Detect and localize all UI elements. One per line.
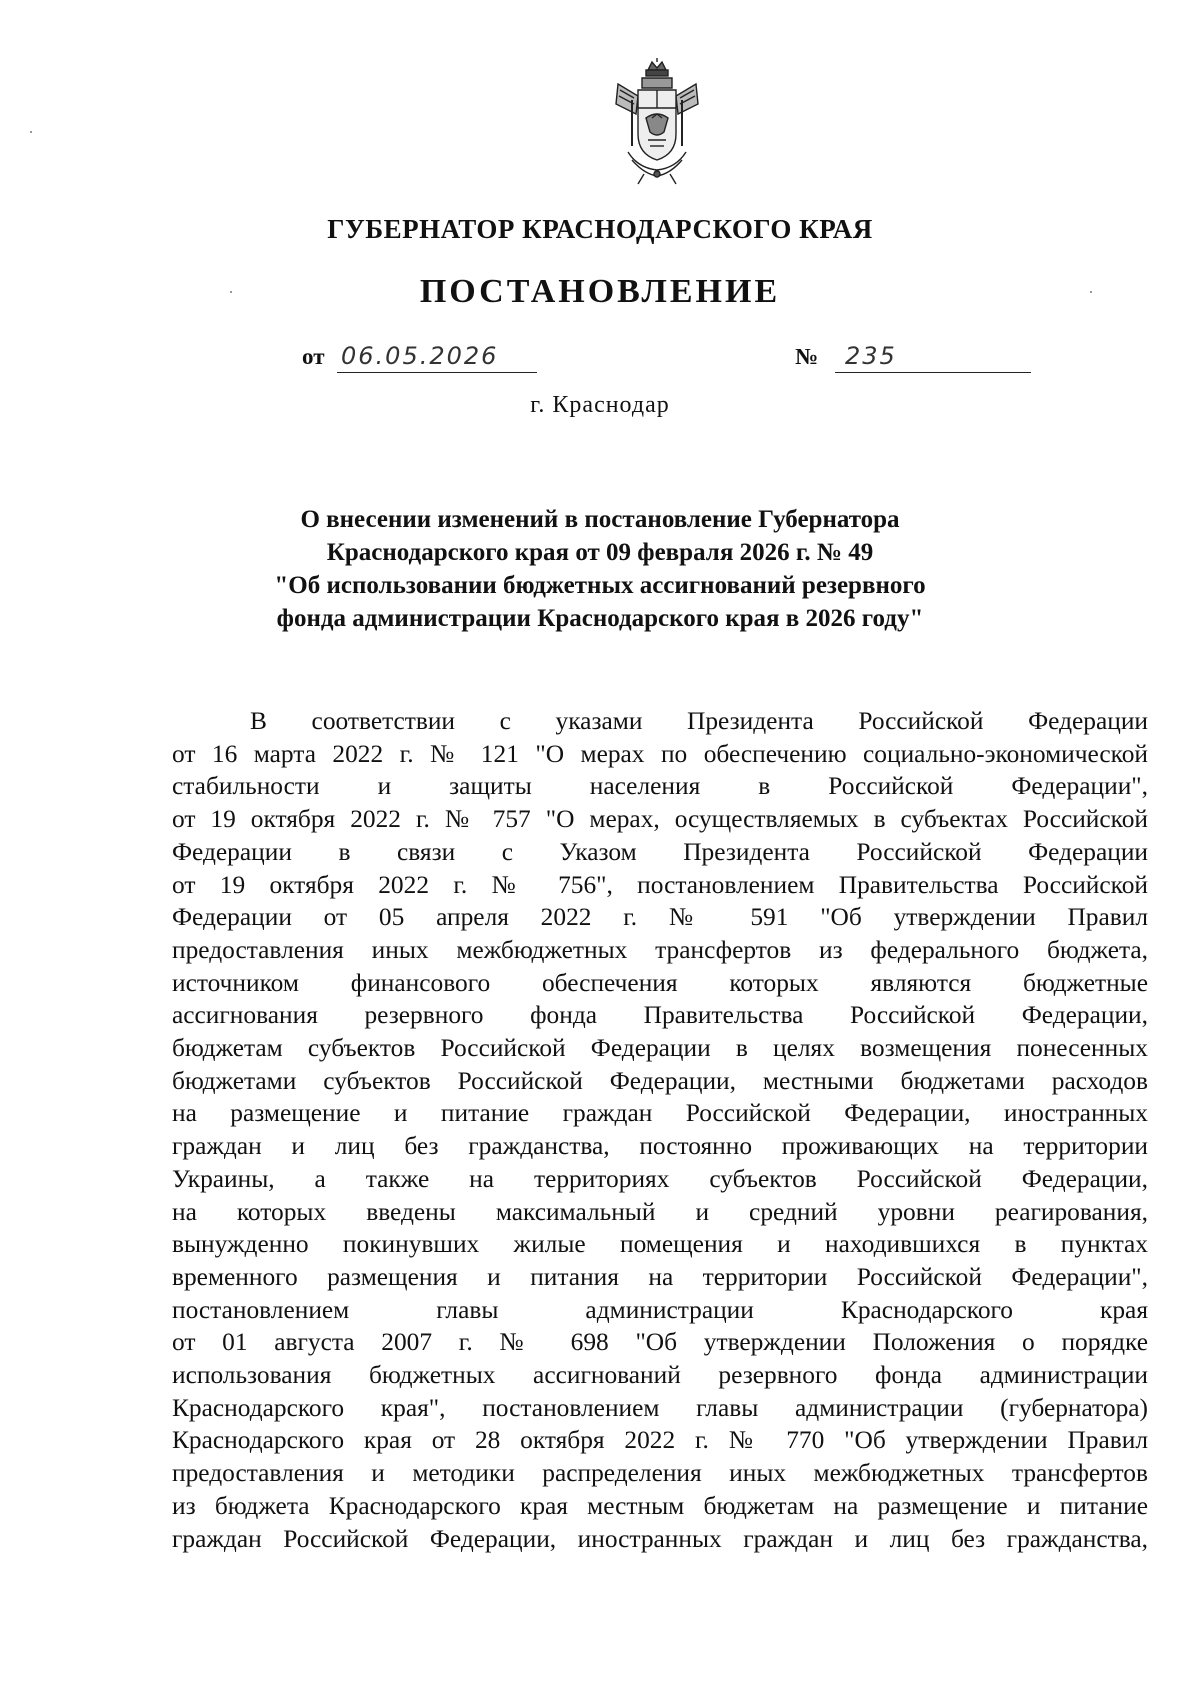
- scan-speck: [30, 131, 32, 133]
- date-label: от: [302, 344, 325, 369]
- body-line: на размещение и питание граждан Российской Федерации, иностранных: [172, 1099, 1148, 1128]
- document-meta-row: [0, 338, 1200, 378]
- body-line: от 19 октября 2022 г. № 756", постановлением Правительства Российской: [172, 870, 1148, 899]
- body-line: из бюджета Краснодарского края местным бюджетам на размещение и питание: [172, 1491, 1148, 1520]
- body-line: Федерации от 05 апреля 2022 г. № 591 "Об утверждении Правил: [172, 903, 1148, 932]
- number-field: [835, 338, 1031, 373]
- body-line: Украины, а также на территориях субъектов Российской Федерации,: [172, 1164, 1148, 1193]
- date-field: [337, 338, 537, 373]
- title-line: "Об использовании бюджетных ассигнований резервного: [274, 572, 926, 599]
- body-line: В соответствии с указами Президента Российской Федерации: [250, 707, 1148, 735]
- issuing-authority: ГУБЕРНАТОР КРАСНОДАРСКОГО КРАЯ: [327, 214, 873, 244]
- body-line: постановлением главы администрации Краснодарского края: [172, 1295, 1148, 1324]
- body-line: от 01 августа 2007 г. № 698 "Об утверждении Положения о порядке: [172, 1328, 1148, 1357]
- coat-of-arms-emblem: [608, 56, 706, 188]
- body-line: Федерации в связи с Указом Президента Российской Федерации: [172, 837, 1148, 866]
- decree-body: [172, 705, 1148, 1555]
- handwritten-date: 06.05.2026: [341, 342, 499, 370]
- body-line: вынужденно покинувших жилые помещения и находившихся в пунктах: [172, 1230, 1148, 1259]
- body-line: Краснодарского края от 28 октября 2022 г. № 770 "Об утверждении Правил: [172, 1426, 1148, 1455]
- body-line: источником финансового обеспечения которых являются бюджетные: [172, 968, 1148, 997]
- body-line: от 19 октября 2022 г. № 757 "О мерах, осуществляемых в субъектах Российской: [172, 805, 1148, 834]
- body-line: бюджетам субъектов Российской Федерации в целях возмещения понесенных: [172, 1034, 1148, 1063]
- number-label: №: [795, 344, 819, 369]
- title-line: О внесении изменений в постановление Губернатора: [300, 506, 900, 533]
- decree-title: [250, 503, 950, 635]
- body-line: граждан и лиц без гражданства, постоянно проживающих на территории: [172, 1132, 1148, 1161]
- body-line: ассигнования резервного фонда Правительства Российской Федерации,: [172, 1001, 1148, 1030]
- document-type-heading: ПОСТАНОВЛЕНИЕ: [419, 273, 781, 310]
- body-line: использования бюджетных ассигнований резервного фонда администрации: [172, 1361, 1148, 1390]
- body-line: граждан Российской Федерации, иностранных граждан и лиц без гражданства,: [172, 1524, 1148, 1553]
- body-line: бюджетами субъектов Российской Федерации, местными бюджетами расходов: [172, 1066, 1148, 1095]
- title-line: фонда администрации Краснодарского края в 2026 году": [276, 605, 924, 632]
- body-line: на которых введены максимальный и средний уровни реагирования,: [172, 1197, 1148, 1226]
- body-line: временного размещения и питания на территории Российской Федерации",: [172, 1262, 1148, 1291]
- place-of-issue: г. Краснодар: [530, 392, 670, 418]
- body-line: от 16 марта 2022 г. № 121 "О мерах по обеспечению социально-экономической: [172, 739, 1148, 768]
- body-line: предоставления и методики распределения иных межбюджетных трансфертов: [172, 1459, 1148, 1488]
- body-line: стабильности и защиты населения в Российской Федерации",: [172, 772, 1148, 801]
- handwritten-number: 235: [845, 342, 897, 370]
- title-line: Краснодарского края от 09 февраля 2026 г. № 49: [326, 539, 874, 566]
- body-line: Краснодарского края", постановлением главы администрации (губернатора): [172, 1393, 1148, 1422]
- body-line: предоставления иных межбюджетных трансфертов из федерального бюджета,: [172, 935, 1148, 964]
